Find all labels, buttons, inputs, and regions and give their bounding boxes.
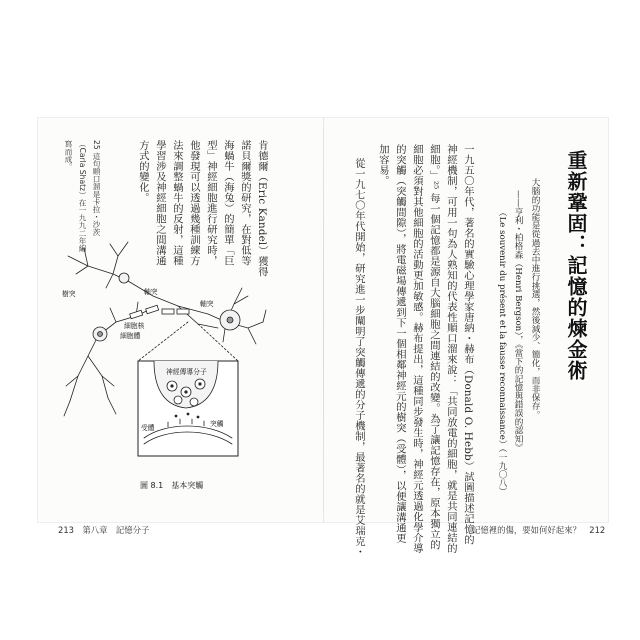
body-line-7: 從一九七〇年代開始，研究進一步闡明了突觸傳遞的分子機制，最著名的就是艾瑞克・ <box>352 158 365 557</box>
body-line-2: 神經機制，可用一句為人熟知的代表性順口溜來說：「共同放電的細胞，就是共同連結的 <box>444 144 457 554</box>
label-axon: 軸突 <box>144 288 158 296</box>
epigraph-line-2: ——亨利・柏格森（Henri Bergson），《當下的記憶與錯誤的認知》 <box>513 190 523 452</box>
synapse-illustration <box>58 226 268 476</box>
synapse-figure <box>58 226 268 476</box>
label-receptor: 受體 <box>141 424 155 432</box>
label-axon-terminal: 軸突 <box>200 300 214 308</box>
body-line-3: 細胞。」²⁵ 每一個記憶都是源自大腦細胞之間連結的改變。為了讓記憶存在，原本獨立的 <box>427 144 440 550</box>
chapter-title: 重新鞏固：記憶的煉金術 <box>564 150 588 381</box>
label-cell-body: 細胞體 <box>120 332 141 340</box>
left-body-line-3: 海蝸牛（海兔）的簡單「巨 <box>221 140 234 266</box>
label-dendrite: 樹突 <box>62 290 76 298</box>
footnote-line-2: （Carla Shatz）在一九九二年編 <box>78 140 87 252</box>
book-spine <box>323 118 324 522</box>
left-body-line-8: 方式的變化。 <box>136 140 149 203</box>
left-folio: 213 第八章 記憶分子 <box>58 525 150 535</box>
left-body-line-7: 學習涉及神經細胞之間溝通 <box>153 140 166 266</box>
body-line-1: 一九五〇年代，著名的實驗心理學家唐納・赫布（Donald O. Hebb）試圖描述記憶的 <box>461 144 474 545</box>
footnote-line-1: 25 這句順口溜是卡拉・沙茨 <box>92 140 101 236</box>
left-body-line-6: 法來調整蝸牛的反射，這種 <box>170 140 183 266</box>
left-body-line-2: 諾貝爾獎的研究，在對低等 <box>238 140 251 266</box>
epigraph-line-1: 大腦的功能是從過去中進行挑選，然後減少、簡化，而非保存。 <box>530 178 540 419</box>
epigraph-line-3: （Le souvenir du présent et la fausse reconnaissance）（一九〇八） <box>497 208 507 496</box>
body-line-4: 細胞必須對其他細胞的活動更加敏感。赫布提出，這種同步發生時，神經元透過化學介導 <box>410 144 423 554</box>
label-synapse: 突觸 <box>210 420 224 428</box>
figure-caption: 圖 8.1 基本突觸 <box>140 481 204 490</box>
body-line-6: 加容易。 <box>376 144 389 186</box>
right-folio: 記憶裡的傷，要如何好起來？ 212 <box>472 525 606 535</box>
footnote-line-3: 寫而成。 <box>64 140 73 171</box>
left-body-line-1: 肯德爾（Eric Kandel）獲得 <box>255 140 268 277</box>
body-line-5: 的突觸（突觸間隙），將電磁場傳遞到下一個相鄰神經元的樹突（受體），以便讓溝通更 <box>393 144 406 544</box>
label-axon-hillock: 細胞核 <box>124 322 145 330</box>
left-body-line-4: 型」神經細胞進行研究時， <box>204 140 217 266</box>
left-body-line-5: 他發現可以透過幾種訓練方 <box>187 140 200 266</box>
label-neurotransmitter: 神經傳導分子 <box>166 368 207 376</box>
